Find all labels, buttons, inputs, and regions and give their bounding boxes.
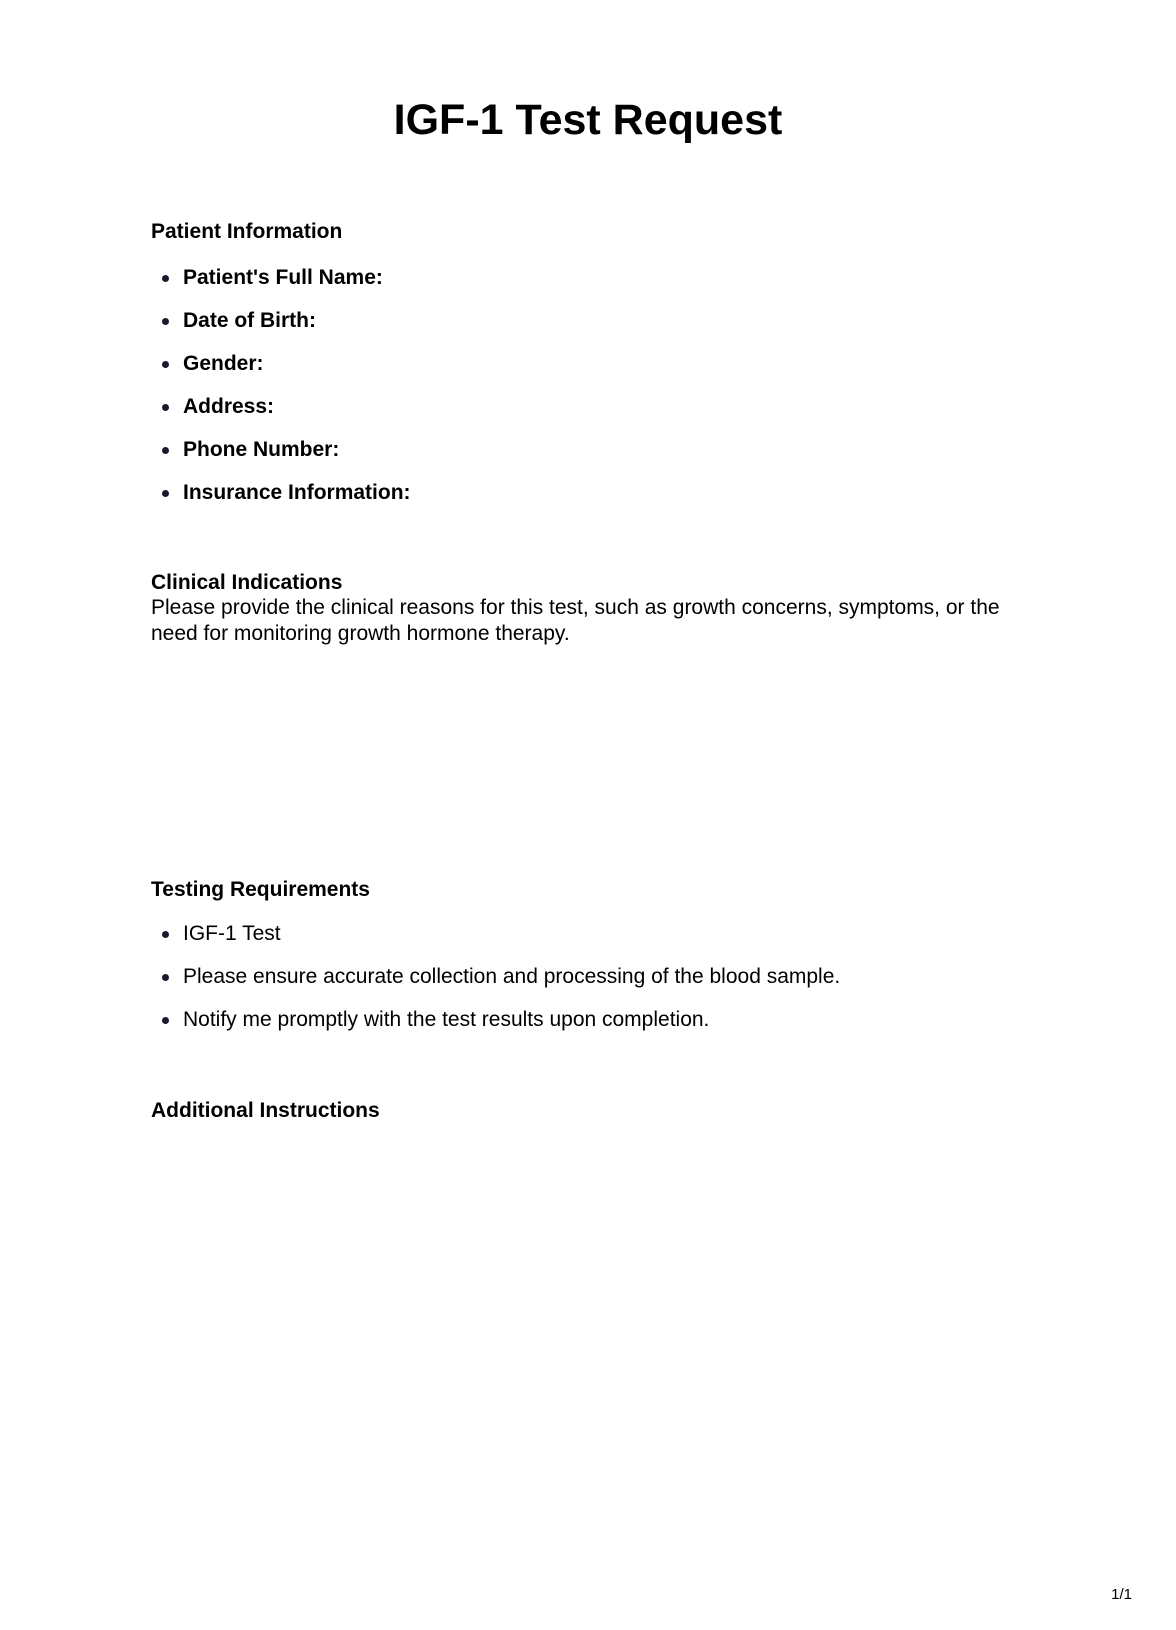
clinical-indications-section xyxy=(151,571,1021,647)
section-heading: Patient Information xyxy=(151,220,343,243)
list-item: Date of Birth: xyxy=(183,299,1021,342)
list-item: Address: xyxy=(183,385,1021,428)
list-item: Gender: xyxy=(183,342,1021,385)
clinical-text: Please provide the clinical reasons for this test, such as growth concerns, symptoms, or the need for monitoring growth hormone therapy. xyxy=(151,596,1000,645)
additional-instructions-section xyxy=(151,1099,1021,1123)
section-heading: Clinical Indications xyxy=(151,571,343,594)
list-item: Please ensure accurate collection and processing of the blood sample. xyxy=(183,955,1021,998)
testing-requirements-section xyxy=(151,878,1021,1041)
section-heading: Testing Requirements xyxy=(151,878,370,901)
list-item: IGF-1 Test xyxy=(183,912,1021,955)
page-title: IGF-1 Test Request xyxy=(393,96,783,144)
section-heading: Additional Instructions xyxy=(151,1099,380,1122)
list-item: Notify me promptly with the test results upon completion. xyxy=(183,998,1021,1041)
list-item: Insurance Information: xyxy=(183,471,1021,514)
page-number: 1/1 xyxy=(1111,1586,1132,1603)
list-item: Patient's Full Name: xyxy=(183,256,1021,299)
patient-information-section xyxy=(151,220,1021,514)
list-item: Phone Number: xyxy=(183,428,1021,471)
